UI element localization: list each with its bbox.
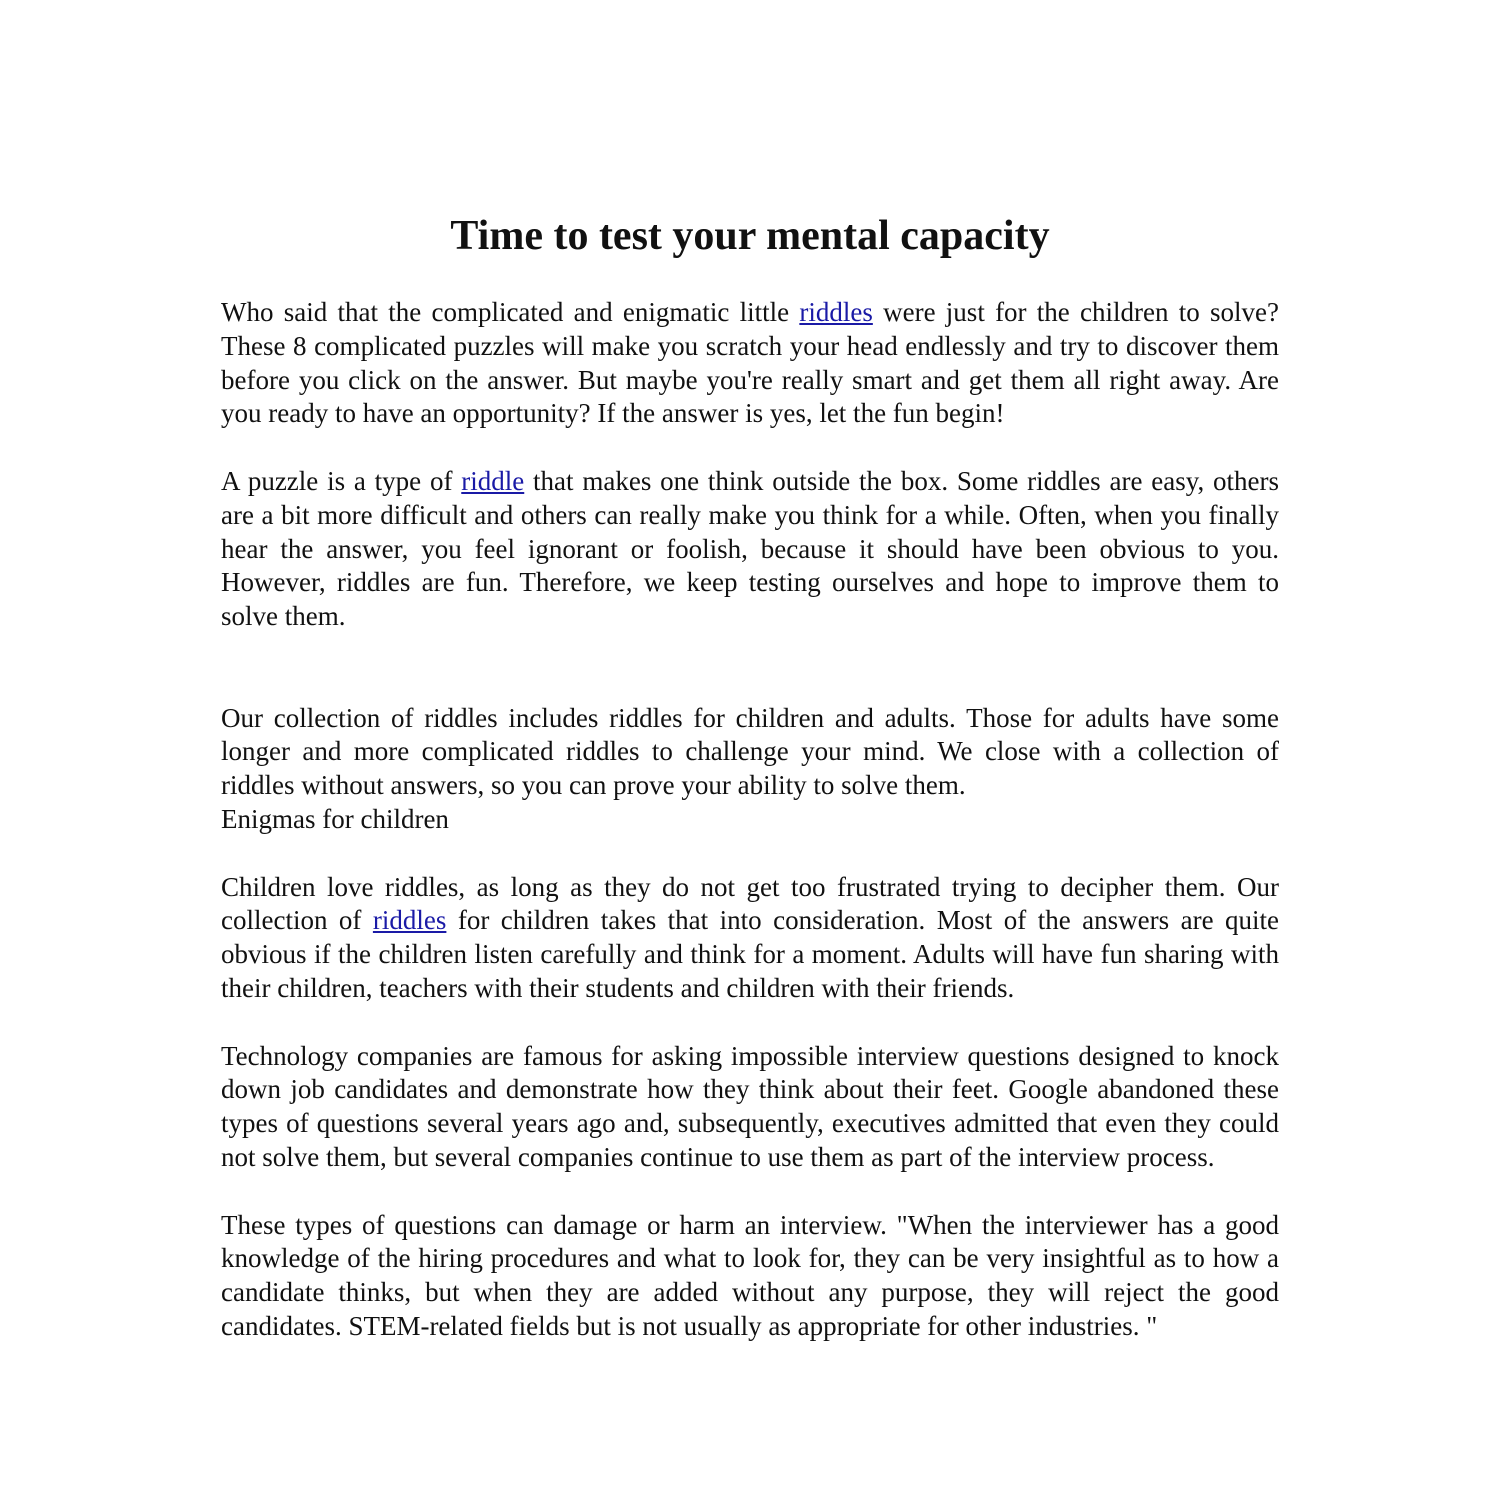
paragraph-spacer	[221, 1175, 1279, 1209]
paragraph-text: Who said that the complicated and enigmatic little	[221, 297, 800, 327]
riddles-children-link[interactable]: riddles	[372, 905, 447, 936]
paragraph-interview-harm: These types of questions can damage or harm an interview. "When the interviewer has a good knowledge of the hiring procedures and what to look for, they can be very insightful as to how a candidate thinks, but when they are added without any purpose, they will reject the good candidates. STEM-related fields but is not usually as appropriate for other industries. "	[221, 1209, 1279, 1341]
riddle-link[interactable]: riddle	[461, 465, 525, 496]
document-page	[221, 210, 1279, 1344]
paragraph-spacer	[221, 1006, 1279, 1040]
paragraph-spacer	[221, 431, 1279, 465]
paragraph-spacer	[221, 634, 1279, 702]
paragraph-collection: Our collection of riddles includes riddles for children and adults. Those for adults have some longer and more complicated riddles to challenge your mind. We close with a collection of riddles without answers, so you can prove your ability to solve them.	[221, 702, 1279, 801]
paragraph-intro	[221, 296, 1279, 431]
paragraph-text: A puzzle is a type of	[221, 465, 462, 496]
subheading-enigmas-for-children: Enigmas for children	[221, 803, 449, 834]
paragraph-text: for children takes that into consideration. Most of the answers are quite obvious if the children listen carefully and think for a moment. Adults will have fun sharing with their children, teachers with their students and children with their friends.	[221, 905, 1280, 1003]
riddles-link[interactable]: riddles	[799, 297, 873, 327]
paragraph-technology-companies: Technology companies are famous for asking impossible interview questions designed to knock down job candidates and demonstrate how they think about their feet. Google abandoned these types of questions several years ago and, subsequently, executives admitted that even they could not solve them, but several companies continue to use them as part of the interview process.	[221, 1040, 1279, 1172]
paragraph-spacer	[221, 837, 1279, 871]
paragraph-text: were just for the children to solve? These 8 complicated puzzles will make you scratch your head endlessly and try to discover them before you click on the answer. But maybe you're really smart and get them all right away. Are you ready to have an opportunity? If the answer is yes, let the fun begin!	[221, 297, 1279, 429]
paragraph-text: Children love riddles, as long as they do not get too frustrated trying to decipher them. Our collection of	[221, 871, 1279, 936]
page-title: Time to test your mental capacity	[450, 213, 1050, 259]
paragraph-children	[221, 871, 1279, 1006]
paragraph-puzzle-definition	[221, 465, 1279, 634]
paragraph-text: that makes one think outside the box. Some riddles are easy, others are a bit more difficult and others can really make you think for a while. Often, when you finally hear the answer, you feel ignorant or foolish, because it should have been obvious to you. However, riddles are fun. Therefore, we keep testing ourselves and hope to improve them to solve them.	[221, 465, 1279, 632]
